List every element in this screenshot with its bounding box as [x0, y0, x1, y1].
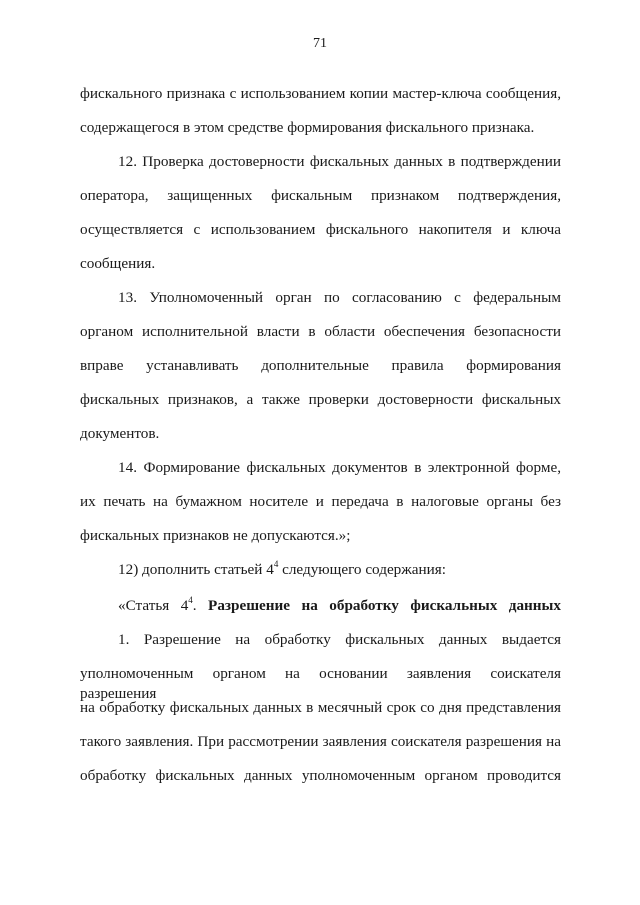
text-line: органом исполнительной власти в области обеспечения безопасности — [80, 323, 561, 340]
text-line: такого заявления. При рассмотрении заявления соискателя разрешения на — [80, 733, 561, 750]
paragraph-12-start: 12. Проверка достоверности фискальных данных в подтверждении — [118, 153, 561, 170]
article-paragraph-1-start: 1. Разрешение на обработку фискальных данных выдается — [118, 631, 561, 648]
text-line: их печать на бумажном носителе и передача в налоговые органы без — [80, 493, 561, 510]
article-title: Разрешение на обработку фискальных данных — [208, 597, 561, 614]
text-line: фискального признака с использованием копии мастер-ключа сообщения, — [80, 85, 561, 102]
text-line: оператора, защищенных фискальным признаком подтверждения, — [80, 187, 561, 204]
text-line: обработку фискальных данных уполномоченным органом проводится — [80, 767, 561, 784]
text-line: фискальных признаков, а также проверки достоверности фискальных — [80, 391, 561, 408]
page-number: 71 — [313, 36, 327, 51]
text-line: уполномоченным органом на основании заявления соискателя разрешения — [80, 665, 561, 702]
text-line: вправе устанавливать дополнительные правила формирования — [80, 357, 561, 374]
paragraph-13-start: 13. Уполномоченный орган по согласованию с федеральным — [118, 289, 561, 306]
article-heading: «Статья $4^4$. Разрешение на обработку фискальных данных — [118, 594, 561, 614]
text-line: документов. — [80, 425, 160, 442]
text-line: на обработку фискальных данных в месячный срок со дня представления — [80, 699, 561, 716]
text-line: сообщения. — [80, 255, 156, 272]
text-line: осуществляется с использованием фискального накопителя и ключа — [80, 221, 561, 238]
amendment-item-12: 12) дополнить статьей $4^4$ следующего содержания: — [118, 558, 446, 578]
paragraph-14-start: 14. Формирование фискальных документов в электронной форме, — [118, 459, 561, 476]
text-line: содержащегося в этом средстве формирования фискального признака. — [80, 119, 535, 136]
text-line: фискальных признаков не допускаются.»; — [80, 527, 351, 544]
